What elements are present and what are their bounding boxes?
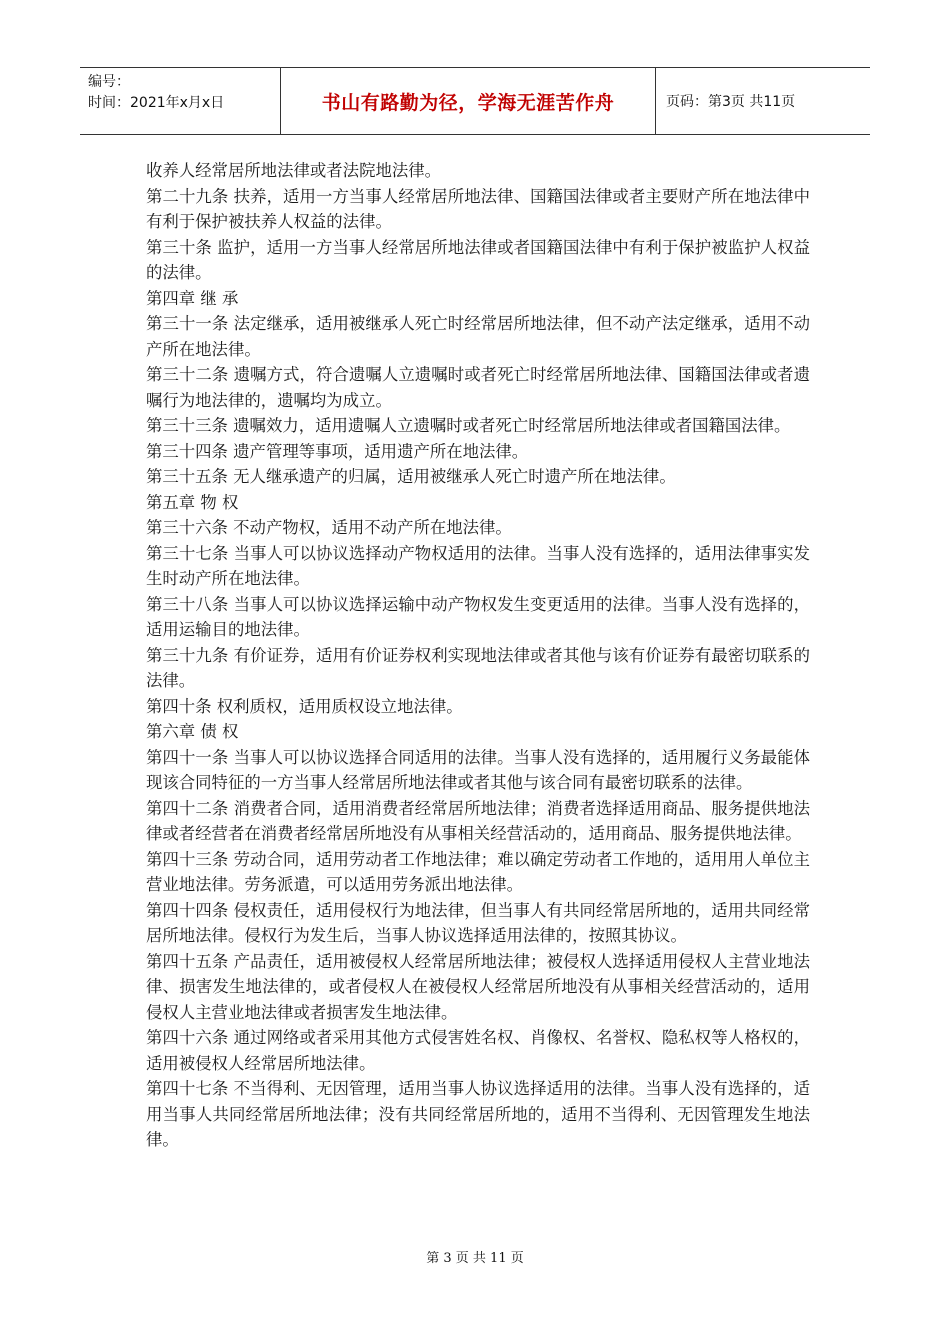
article: 第三十三条 遗嘱效力，适用遗嘱人立遗嘱时或者死亡时经常居所地法律或者国籍国法律。: [146, 416, 791, 435]
article: 第三十一条 法定继承，适用被继承人死亡时经常居所地法律，但不动产法定继承，适用不动产所在地法律。: [146, 314, 810, 359]
article: 第三十六条 不动产物权，适用不动产所在地法律。: [146, 518, 512, 537]
paragraph: 收养人经常居所地法律或者法院地法律。: [146, 161, 442, 180]
header-motto-cell: [280, 68, 656, 134]
article: 第三十二条 遗嘱方式，符合遗嘱人立遗嘱时或者死亡时经常居所地法律、国籍国法律或者遗嘱行为地法律的，遗嘱均为成立。: [146, 365, 810, 410]
chapter-heading: 第四章 继 承: [146, 288, 239, 308]
article: 第四十三条 劳动合同，适用劳动者工作地法律；难以确定劳动者工作地的，适用用人单位主营业地法律。劳务派遣，可以适用劳务派出地法律。: [146, 849, 810, 894]
article: 第三十四条 遗产管理等事项，适用遗产所在地法律。: [146, 441, 529, 461]
article: 第四十七条 不当得利、无因管理，适用当事人协议选择适用的法律。当事人没有选择的，适用当事人共同经常居所地法律；没有共同经常居所地的，适用不当得利、无因管理发生地法律。: [146, 1079, 810, 1149]
article: 第三十五条 无人继承遗产的归属，适用被继承人死亡时遗产所在地法律。: [146, 467, 676, 486]
article: 第二十九条 扶养，适用一方当事人经常居所地法律、国籍国法律或者主要财产所在地法律中有利于保护被扶养人权益的法律。: [146, 186, 810, 231]
article: 第四十一条 当事人可以协议选择合同适用的法律。当事人没有选择的，适用履行义务最能体现该合同特征的一方当事人经常居所地法律或者其他与该合同有最密切联系的法律。: [146, 747, 810, 792]
article: 第四十条 权利质权，适用质权设立地法律。: [146, 696, 463, 716]
article: 第四十六条 通过网络或者采用其他方式侵害姓名权、肖像权、名誉权、隐私权等人格权的，适用被侵权人经常居所地法律。: [146, 1028, 810, 1073]
page-header: [80, 67, 870, 135]
article: 第四十四条 侵权责任，适用侵权行为地法律，但当事人有共同经常居所地的，适用共同经常居所地法律。侵权行为发生后，当事人协议选择适用法律的，按照其协议。: [146, 900, 810, 945]
document-number: 编号：: [88, 74, 130, 90]
article: 第三十七条 当事人可以协议选择动产物权适用的法律。当事人没有选择的，适用法律事实发生时动产所在地法律。: [146, 543, 810, 588]
chapter-heading: 第五章 物 权: [146, 492, 239, 512]
page-footer: 第 3 页 共 11 页: [426, 1251, 524, 1266]
chapter-heading: 第六章 债 权: [146, 722, 239, 741]
document-body: [146, 158, 810, 1153]
article: 第四十五条 产品责任，适用被侵权人经常居所地法律；被侵权人选择适用侵权人主营业地法律、损害发生地法律的，或者侵权人在被侵权人经常居所地没有从事相关经营活动的，适用侵权人主营业地法律或者损害发生地法律。: [146, 951, 810, 1022]
document-date: 时间：2021年x月x日: [88, 95, 225, 111]
article: 第三十条 监护，适用一方当事人经常居所地法律或者国籍国法律中有利于保护被监护人权益的法律。: [146, 237, 810, 282]
article: 第三十八条 当事人可以协议选择运输中动产物权发生变更适用的法律。当事人没有选择的，适用运输目的地法律。: [146, 594, 810, 639]
header-meta: [80, 68, 280, 134]
article: 第三十九条 有价证券，适用有价证券权利实现地法律或者其他与该有价证券有最密切联系的法律。: [146, 645, 810, 690]
article: 第四十二条 消费者合同，适用消费者经常居所地法律；消费者选择适用商品、服务提供地法律或者经营者在消费者经常居所地没有从事相关经营活动的，适用商品、服务提供地法律。: [146, 798, 810, 843]
header-motto: 书山有路勤为径，学海无涯苦作舟: [321, 91, 615, 114]
header-page-number: 页码：第3页 共11页: [666, 94, 796, 110]
